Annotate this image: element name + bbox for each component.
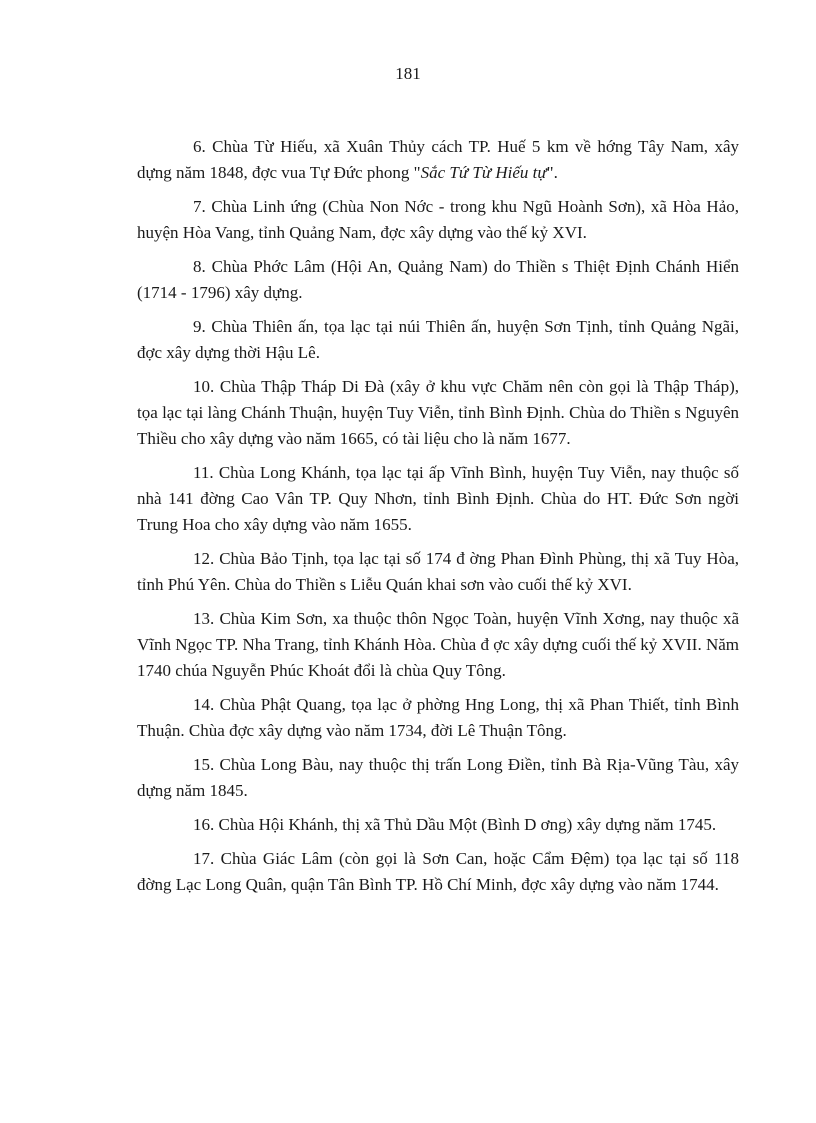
paragraph-17: 17. Chùa Giác Lâm (còn gọi là Sơn Can, hoặc Cẩm Đệm) tọa lạc tại số 118 đờng Lạc Long Quân, quận Tân Bình TP. Hồ Chí Minh, đợc xây dựng vào năm 1744. <box>137 849 739 894</box>
paragraph-14: 14. Chùa Phật Quang, tọa lạc ở phờng Hng Long, thị xã Phan Thiết, tỉnh Bình Thuận. Chùa đợc xây dựng vào năm 1734, đời Lê Thuận Tông. <box>137 695 739 740</box>
paragraph-8: 8. Chùa Phớc Lâm (Hội An, Quảng Nam) do Thiền s Thiệt Định Chánh Hiển (1714 - 1796) xây dựng. <box>137 257 739 302</box>
paragraph-7: 7. Chùa Linh ứng (Chùa Non Nớc - trong khu Ngũ Hoành Sơn), xã Hòa Hảo, huyện Hòa Vang, tỉnh Quảng Nam, đợc xây dựng vào thế kỷ XVI. <box>137 197 739 242</box>
paragraph-12: 12. Chùa Bảo Tịnh, tọa lạc tại số 174 đ ờng Phan Đình Phùng, thị xã Tuy Hòa, tỉnh Phú Yên. Chùa do Thiền s Liễu Quán khai sơn vào cuối thế kỷ XVI. <box>137 549 739 594</box>
paragraph-15: 15. Chùa Long Bàu, nay thuộc thị trấn Long Điền, tỉnh Bà Rịa-Vũng Tàu, xây dựng năm 1845. <box>137 755 739 800</box>
paragraph-11: 11. Chùa Long Khánh, tọa lạc tại ấp Vĩnh Bình, huyện Tuy Viễn, nay thuộc số nhà 141 đờng Cao Vân TP. Quy Nhơn, tỉnh Bình Định. Chùa do HT. Đức Sơn ngời Trung Hoa cho xây dựng vào năm 1655. <box>137 463 739 534</box>
paragraph-16: 16. Chùa Hội Khánh, thị xã Thủ Dầu Một (Bình D ơng) xây dựng năm 1745. <box>193 815 717 834</box>
paragraph-6 <box>137 134 739 186</box>
paragraph-text-after: ". <box>546 163 558 182</box>
paragraph-text: 6. Chùa Từ Hiếu, xã Xuân Thủy cách TP. Huế 5 km về hớng Tây Nam, xây dựng năm 1848, đợc vua Tự Đức phong " <box>137 137 739 182</box>
page-number: 181 <box>395 64 421 83</box>
paragraph-9: 9. Chùa Thiên ấn, tọa lạc tại núi Thiên ấn, huyện Sơn Tịnh, tỉnh Quảng Ngãi, đợc xây dựng thời Hậu Lê. <box>137 317 739 362</box>
paragraph-13: 13. Chùa Kim Sơn, xa thuộc thôn Ngọc Toàn, huyện Vĩnh Xơng, nay thuộc xã Vĩnh Ngọc TP. Nha Trang, tỉnh Khánh Hòa. Chùa đ ợc xây dựng cuối thế kỷ XVII. Năm 1740 chúa Nguyễn Phúc Khoát đổi là chùa Quy Tông. <box>137 609 739 680</box>
paragraph-italic-text: Sắc Tứ Từ Hiếu tự <box>420 163 547 182</box>
paragraph-10: 10. Chùa Thập Tháp Di Đà (xây ở khu vực Chăm nên còn gọi là Thập Tháp), tọa lạc tại làng Chánh Thuận, huyện Tuy Viễn, tỉnh Bình Định. Chùa do Thiền s Nguyên Thiều cho xây dựng vào năm 1665, có tài liệu cho là năm 1677. <box>137 377 739 448</box>
page-content <box>137 134 739 906</box>
